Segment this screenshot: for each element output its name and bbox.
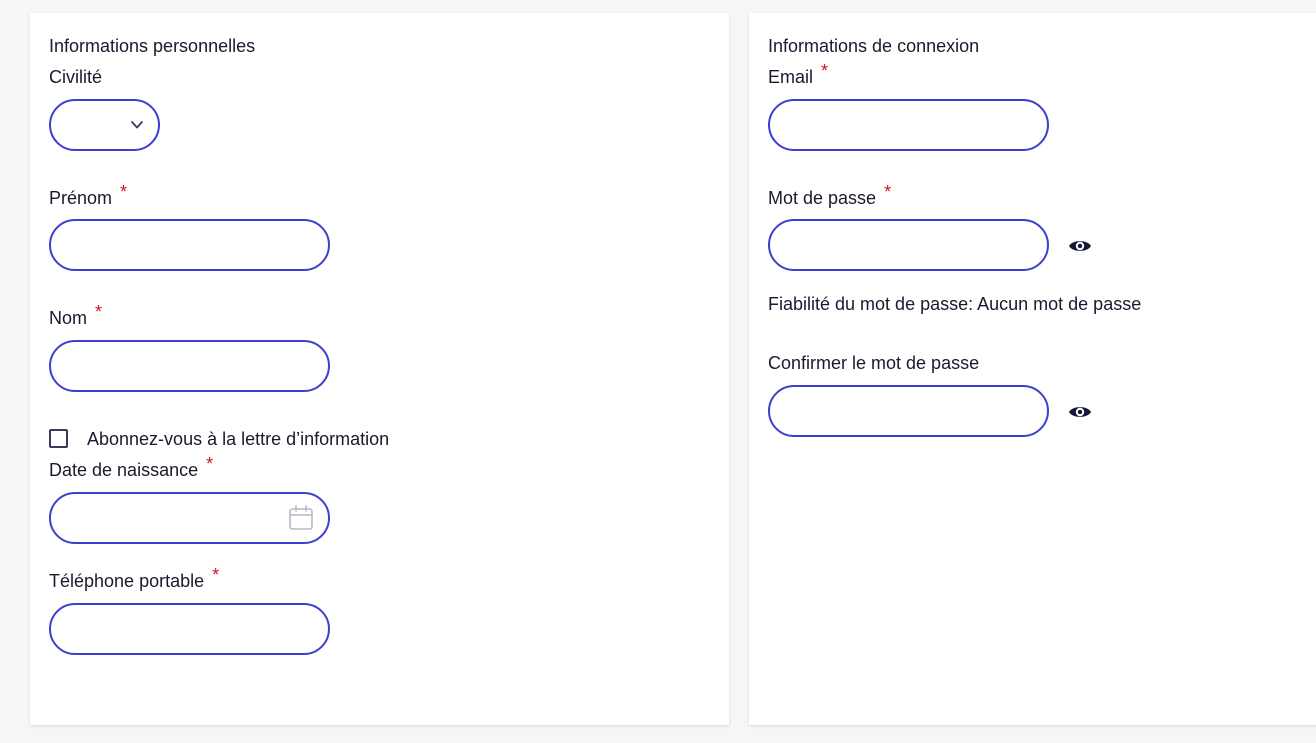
password-input[interactable] (770, 221, 1047, 269)
civility-label: Civilité (49, 67, 103, 87)
email-label (768, 61, 829, 88)
password-label (768, 182, 892, 209)
lastname-field[interactable] (49, 340, 330, 392)
phone-field[interactable] (49, 603, 330, 655)
calendar-icon[interactable] (288, 504, 314, 532)
firstname-label-text: Prénom (49, 188, 113, 208)
email-label-text: Email (768, 67, 814, 87)
dob-label-text: Date de naissance (49, 460, 199, 480)
password-label-text: Mot de passe (768, 188, 877, 208)
newsletter-label[interactable]: Abonnez-vous à la lettre d’information (87, 429, 390, 449)
chevron-down-icon (130, 118, 144, 132)
personal-info-panel (30, 13, 729, 725)
login-info-heading: Informations de connexion (768, 36, 980, 56)
confirm-password-input[interactable] (770, 387, 1047, 435)
required-asterisk: * (884, 182, 892, 202)
password-field[interactable] (768, 219, 1049, 271)
dob-label (49, 454, 214, 481)
phone-label-text: Téléphone portable (49, 571, 205, 591)
password-strength-text: Fiabilité du mot de passe: Aucun mot de passe (768, 294, 1142, 314)
firstname-input[interactable] (51, 221, 328, 269)
required-asterisk: * (821, 61, 829, 81)
phone-label (49, 565, 220, 592)
lastname-input[interactable] (51, 342, 328, 390)
email-input[interactable] (770, 101, 1047, 149)
confirm-password-field[interactable] (768, 385, 1049, 437)
firstname-label (49, 182, 128, 209)
eye-icon[interactable] (1068, 237, 1092, 255)
civility-select[interactable] (49, 99, 160, 151)
confirm-password-label: Confirmer le mot de passe (768, 353, 980, 373)
personal-info-heading: Informations personnelles (49, 36, 256, 56)
firstname-field[interactable] (49, 219, 330, 271)
dob-field[interactable] (49, 492, 330, 544)
required-asterisk: * (120, 182, 128, 202)
lastname-label-text: Nom (49, 308, 88, 328)
required-asterisk: * (206, 454, 214, 474)
phone-input[interactable] (51, 605, 328, 653)
dob-input[interactable] (51, 494, 328, 542)
lastname-label (49, 302, 103, 329)
required-asterisk: * (212, 565, 220, 585)
required-asterisk: * (95, 302, 103, 322)
newsletter-checkbox[interactable] (49, 429, 68, 448)
eye-icon[interactable] (1068, 403, 1092, 421)
login-info-panel (749, 13, 1316, 725)
email-field[interactable] (768, 99, 1049, 151)
